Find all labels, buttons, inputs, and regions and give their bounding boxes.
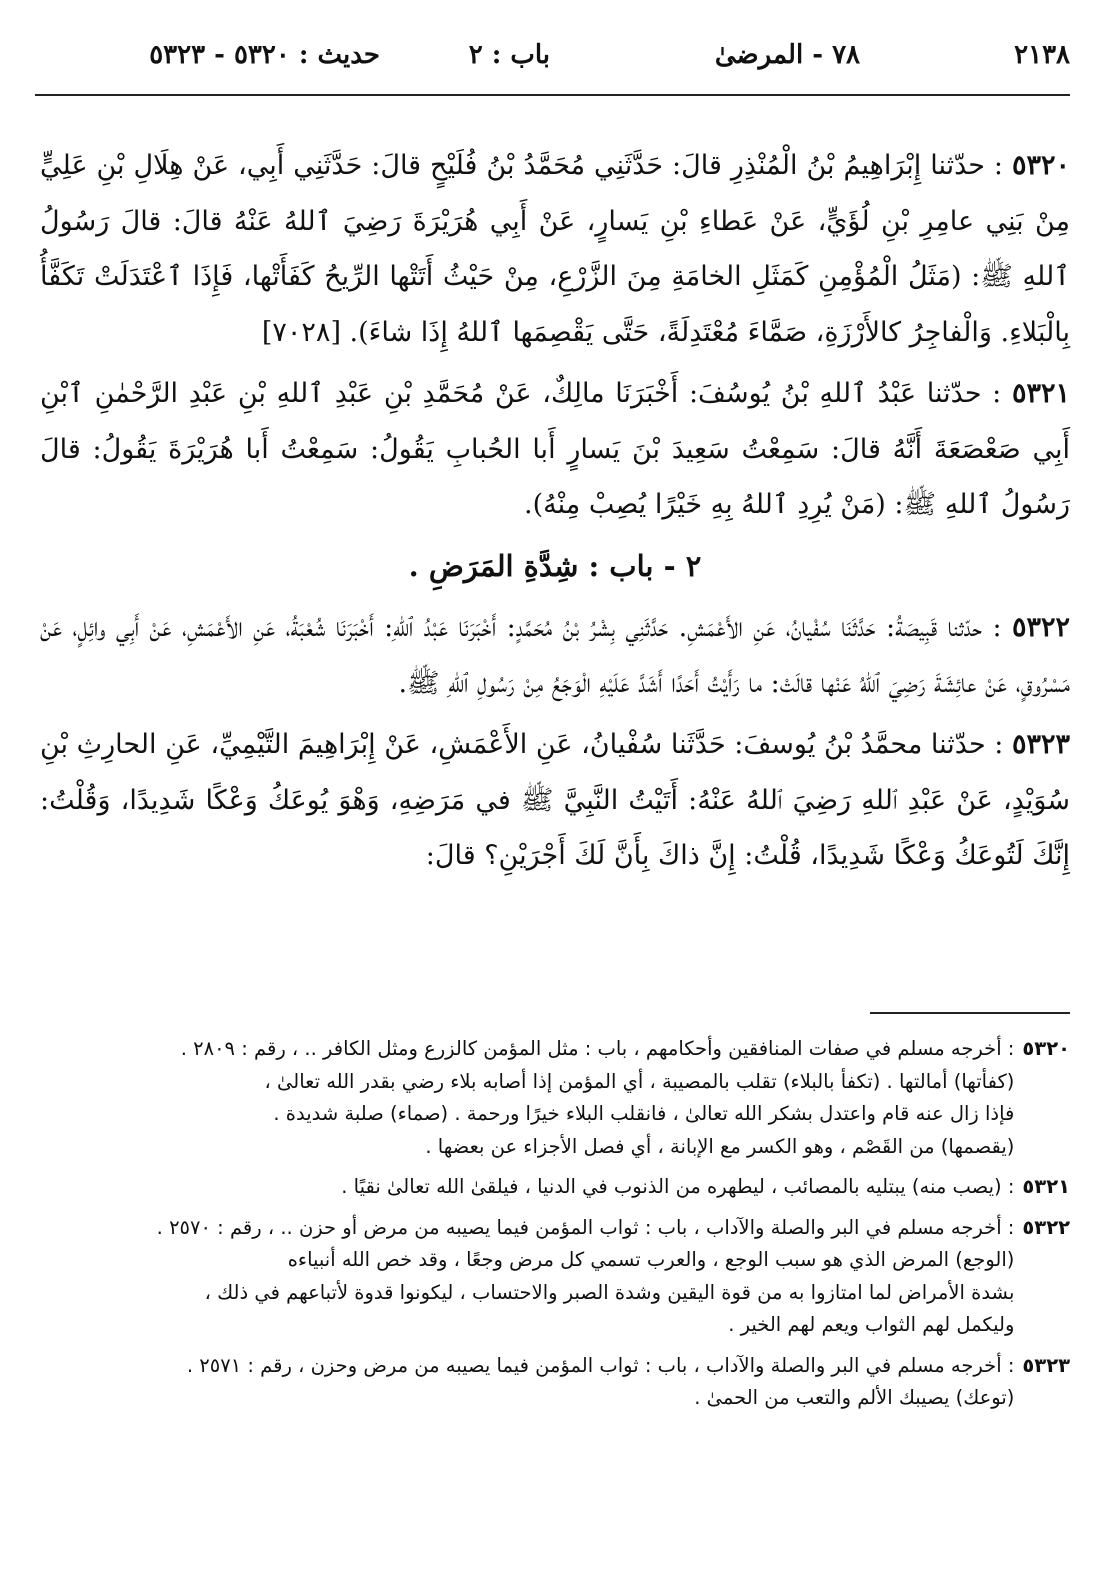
hadith-paragraph: [40, 717, 1070, 884]
footnote-text: [40, 1350, 1014, 1415]
footnote: [40, 1212, 1070, 1342]
book-title: ٧٨ - المرضىٰ: [714, 40, 860, 70]
footnote-line: (الوجع) المرض الذي هو سبب الوجع ، والعرب تسمي كل مرض وجعًا ، وقد خص الله أنبياءه: [287, 1248, 1015, 1271]
hadith-text: : حدّثنا قَبِيصَةُ: حَدَّثَنَا سُفْيانُ، عَنِ الأَعْمَشِ. حَدَّثَنِي بِشْرُ بْنُ مُحَمَّدٍ: أَخْبَرَنَا عَبْدُ ٱللهِ: أَخْبَرَنَا شُعْبَةُ، عَنِ الأَعْمَشِ، عَنْ أَبِي وائِلٍ، عَنْ مَسْرُوقٍ، عَنْ عائِشَةَ رَضِيَ ٱللهُ عَنْها قالَتْ: ما رَأَيْتُ أَحَدًا أَشَدَّ عَلَيْهِ الْوَجَعُ مِنْ رَسُولِ ٱللهِ ﷺ.: [40, 612, 1070, 699]
footnote-number: ٥٣٢١: [1022, 1175, 1070, 1198]
hadith-paragraph: [40, 366, 1070, 533]
footnote: [40, 1350, 1070, 1415]
hadith-text: : حدّثنا إِبْرَاهِيمُ بْنُ الْمُنْذِرِ قالَ: حَدَّثَنِي مُحَمَّدُ بْنُ فُلَيْحٍ قالَ: حَدَّثَنِي أَبِي، عَنْ هِلَالِ بْنِ عَلِيٍّ مِنْ بَنِي عامِرِ بْنِ لُؤَيٍّ، عَنْ عَطاءِ بْنِ يَسارٍ، عَنْ أَبِي هُرَيْرَةَ رَضِيَ ٱللهُ عَنْهُ قالَ: قالَ رَسُولُ ٱللهِ ﷺ: (مَثَلُ الْمُؤْمِنِ كَمَثَلِ الخامَةِ مِنَ الزَّرْعِ، مِنْ حَيْثُ أَتَتْها الرِّيحُ كَفَأَتْها، فَإِذَا ٱعْتَدَلَتْ تَكَفَّأُ بِالْبَلاءِ. وَالْفاجِرُ كالأَرْزَةِ، صَمَّاءَ مُعْتَدِلَةً، حَتَّى يَقْصِمَها ٱللهُ إِذَا شاءَ). [٧٠٢٨]: [40, 150, 1070, 348]
hadith-range: حديث : ٥٣٢٠ - ٥٣٢٣: [149, 40, 380, 70]
footnote-text: [40, 1171, 1014, 1204]
hadith-number: ٥٣٢٣: [1011, 729, 1070, 760]
page-number: ٢١٣٨: [1014, 40, 1070, 70]
footnote-text: [40, 1212, 1014, 1342]
footnote-line: (يقصمها) من القَصْم ، وهو الكسر مع الإبانة ، أي فصل الأجزاء عن بعضها .: [425, 1134, 1015, 1158]
footnote-line: بشدة الأمراض لما امتازوا به من قوة اليقين وشدة الصبر والاحتساب ، ليكونوا قدوة لأتباعهم في ذلك ،: [204, 1280, 1015, 1304]
footnote-line: : أخرجه مسلم في البر والصلة والآداب ، باب : ثواب المؤمن فيما يصيبه من مرض وحزن ، رقم : ٢٥٧١ .: [186, 1353, 1015, 1377]
footnote-rule: [870, 1012, 1070, 1014]
header-rule: [35, 94, 1070, 96]
footnote-line: (توعك) يصيبك الألم والتعب من الحمىٰ .: [694, 1386, 1015, 1409]
footnote: [40, 1033, 1070, 1163]
chapter-heading: ٢ - باب : شِدَّةِ المَرَضِ .: [408, 548, 702, 583]
footnote-number: ٥٣٢٠: [1022, 1037, 1070, 1060]
footnote: [40, 1171, 1070, 1204]
footnote-line: فإذا زال عنه قام واعتدل بشكر الله تعالىٰ ، فانقلب البلاء خيرًا ورحمة . (صماء) صلبة شديدة .: [273, 1102, 1015, 1125]
footnote-line: : (يصب منه) يبتليه بالمصائب ، ليطهره من الذنوب في الدنيا ، فيلقىٰ الله تعالىٰ نقيًا .: [341, 1175, 1015, 1198]
chapter-label: باب : ٢: [468, 40, 550, 70]
hadith-number: ٥٣٢١: [1011, 378, 1070, 409]
footnote-number: ٥٣٢٣: [1022, 1353, 1070, 1377]
hadith-paragraph: [40, 138, 1070, 360]
footnotes: [40, 1033, 1070, 1423]
hadith-text: : حدّثنا عَبْدُ ٱللهِ بْنُ يُوسُفَ: أَخْبَرَنَا مالِكٌ، عَنْ مُحَمَّدِ بْنِ عَبْدِ ٱللهِ بْنِ عَبْدِ الرَّحْمٰنِ ٱبْنِ أَبِي صَعْصَعَةَ أَنَّهُ قالَ: سَمِعْتُ سَعِيدَ بْنَ يَسارٍ أَبا الحُبابِ يَقُولُ: سَمِعْتُ أَبا هُرَيْرَةَ يَقُولُ: قالَ رَسُولُ ٱللهِ ﷺ: (مَنْ يُرِدِ ٱللهُ بِهِ خَيْرًا يُصِبْ مِنْهُ).: [40, 378, 1070, 520]
main-text: [40, 138, 1070, 890]
hadith-text: : حدّثنا محمَّدُ بْنُ يُوسفَ: حَدَّثَنا سُفْيانُ، عَنِ الأَعْمَشِ، عَنْ إِبْرَاهِيمَ التَّيْمِيِّ، عَنِ الحارِثِ بْنِ سُوَيْدٍ، عَنْ عَبْدِ ٱللهِ رَضِيَ ٱللهُ عَنْهُ: أَتَيْتُ النَّبِيَّ ﷺ في مَرَضِهِ، وَهْوَ يُوعَكُ وَعْكًا شَدِيدًا، وَقُلْتُ: إِنَّكَ لَتُوعَكُ وَعْكًا شَدِيدًا، قُلْتُ: إِنَّ ذاكَ بِأَنَّ لَكَ أَجْرَيْنِ؟ قالَ:: [40, 729, 1070, 871]
footnote-line: وليكمل لهم الثواب ويعم لهم الخير .: [728, 1313, 1015, 1336]
hadith-paragraph: [40, 600, 1070, 711]
footnote-number: ٥٣٢٢: [1022, 1215, 1070, 1239]
footnote-text: [40, 1033, 1014, 1163]
footnote-line: : أخرجه مسلم في البر والصلة والآداب ، باب : ثواب المؤمن فيما يصيبه من مرض أو حزن .. ، رقم : ٢٥٧٠ .: [156, 1215, 1015, 1239]
hadith-number: ٥٣٢٠: [1011, 150, 1070, 181]
footnote-line: (كفأتها) أمالتها . (تكفأ بالبلاء) تقلب بالمصيبة ، أي المؤمن إذا أصابه بلاء رضي بقدر الله تعالىٰ ،: [264, 1069, 1015, 1093]
footnote-line: : أخرجه مسلم في صفات المنافقين وأحكامهم ، باب : مثل المؤمن كالزرع ومثل الكافر .. ، رقم : ٢٨٠٩ .: [180, 1037, 1015, 1060]
hadith-number: ٥٣٢٢: [1011, 612, 1070, 643]
running-header: [35, 40, 1070, 84]
